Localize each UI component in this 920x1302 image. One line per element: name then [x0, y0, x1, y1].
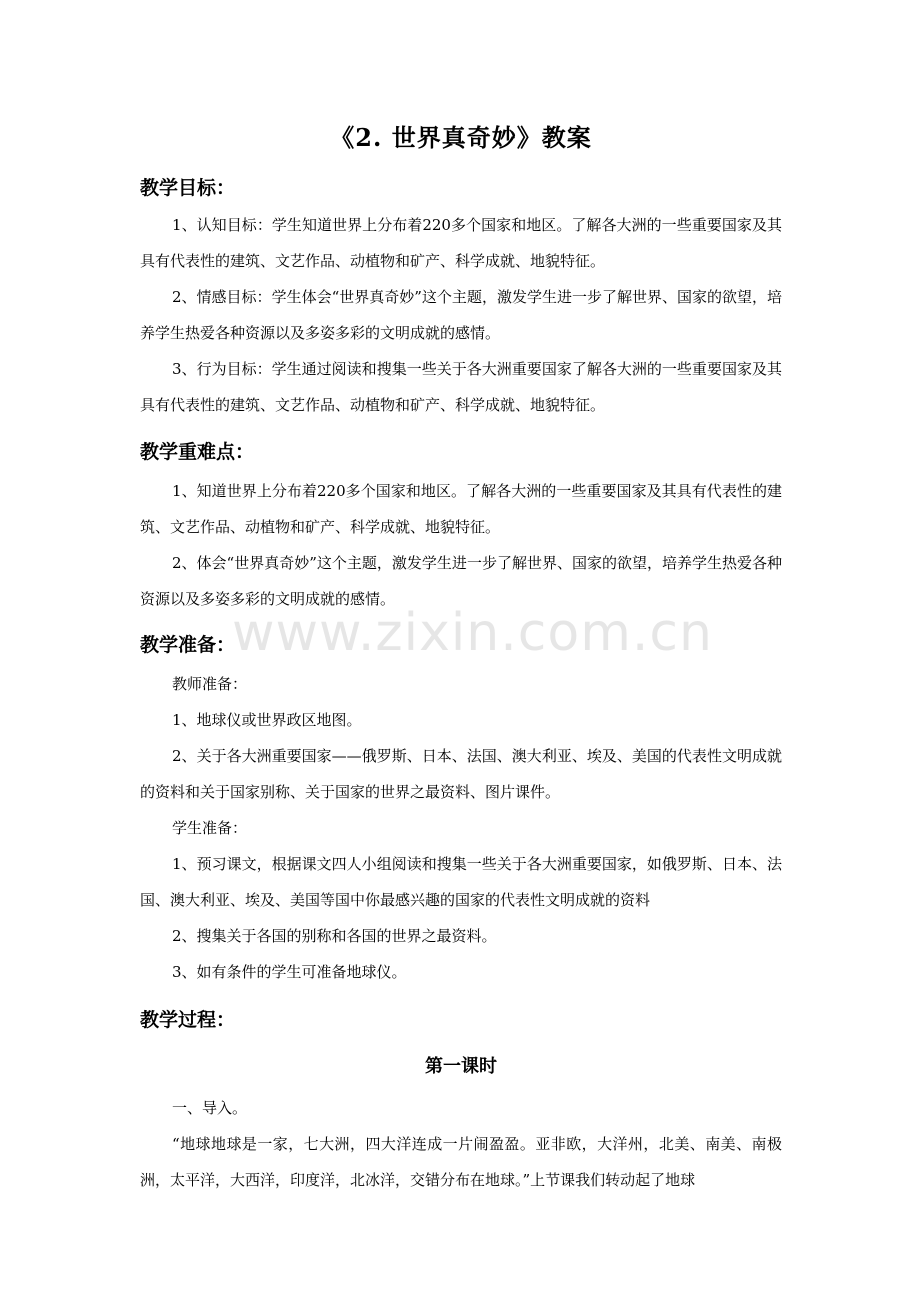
- key-point-item-2: 2、体会“世界真奇妙”这个主题，激发学生进一步了解世界、国家的欲望，培养学生热爱各种资源以及多姿多彩的文明成就的感情。: [140, 554, 782, 608]
- student-prep-item-1: 1、预习课文，根据课文四人小组阅读和搜集一些关于各大洲重要国家，如俄罗斯、日本、法国、澳大利亚、埃及、美国等国中你最感兴趣的国家的代表性文明成就的资料: [140, 855, 782, 909]
- process-paragraph-1: “地球地球是一家，七大洲，四大洋连成一片闹盈盈。亚非欧，大洋州，北美、南美、南极洲，太平洋，大西洋，印度洋，北冰洋，交错分布在地球。”上节课我们转动起了地球: [140, 1135, 782, 1189]
- teacher-prep-label: 教师准备：: [172, 675, 248, 693]
- student-prep-item-2: 2、搜集关于各国的别称和各国的世界之最资料。: [172, 927, 497, 945]
- heading-key-points: 教学重难点：: [140, 441, 255, 463]
- watermark: www.zixin.com.cn: [232, 603, 713, 663]
- student-prep-label: 学生准备：: [172, 819, 248, 837]
- goal-item-3: 3、行为目标：学生通过阅读和搜集一些关于各大洲重要国家了解各大洲的一些重要国家及其具有代表性的建筑、文艺作品、动植物和矿产、科学成就、地貌特征。: [140, 360, 782, 414]
- lesson-title: 第一课时: [425, 1056, 497, 1077]
- student-prep-item-3: 3、如有条件的学生可准备地球仪。: [172, 963, 407, 981]
- key-point-item-1: 1、知道世界上分布着220多个国家和地区。了解各大洲的一些重要国家及其具有代表性的建筑、文艺作品、动植物和矿产、科学成就、地貌特征。: [140, 482, 782, 536]
- heading-goals: 教学目标：: [140, 177, 236, 199]
- document-title: 《2. 世界真奇妙》教案: [330, 123, 592, 152]
- process-step-1: 一、导入。: [172, 1099, 248, 1117]
- goal-item-1: 1、认知目标：学生知道世界上分布着220多个国家和地区。了解各大洲的一些重要国家及其具有代表性的建筑、文艺作品、动植物和矿产、科学成就、地貌特征。: [140, 216, 782, 270]
- heading-process: 教学过程：: [140, 1009, 236, 1031]
- teacher-prep-item-1: 1、地球仪或世界政区地图。: [172, 711, 362, 729]
- goal-item-2: 2、情感目标：学生体会“世界真奇妙”这个主题，激发学生进一步了解世界、国家的欲望，培养学生热爱各种资源以及多姿多彩的文明成就的感情。: [140, 288, 782, 342]
- teacher-prep-item-2: 2、关于各大洲重要国家——俄罗斯、日本、法国、澳大利亚、埃及、美国的代表性文明成就的资料和关于国家别称、关于国家的世界之最资料、图片课件。: [140, 747, 782, 801]
- heading-preparation: 教学准备：: [140, 634, 236, 656]
